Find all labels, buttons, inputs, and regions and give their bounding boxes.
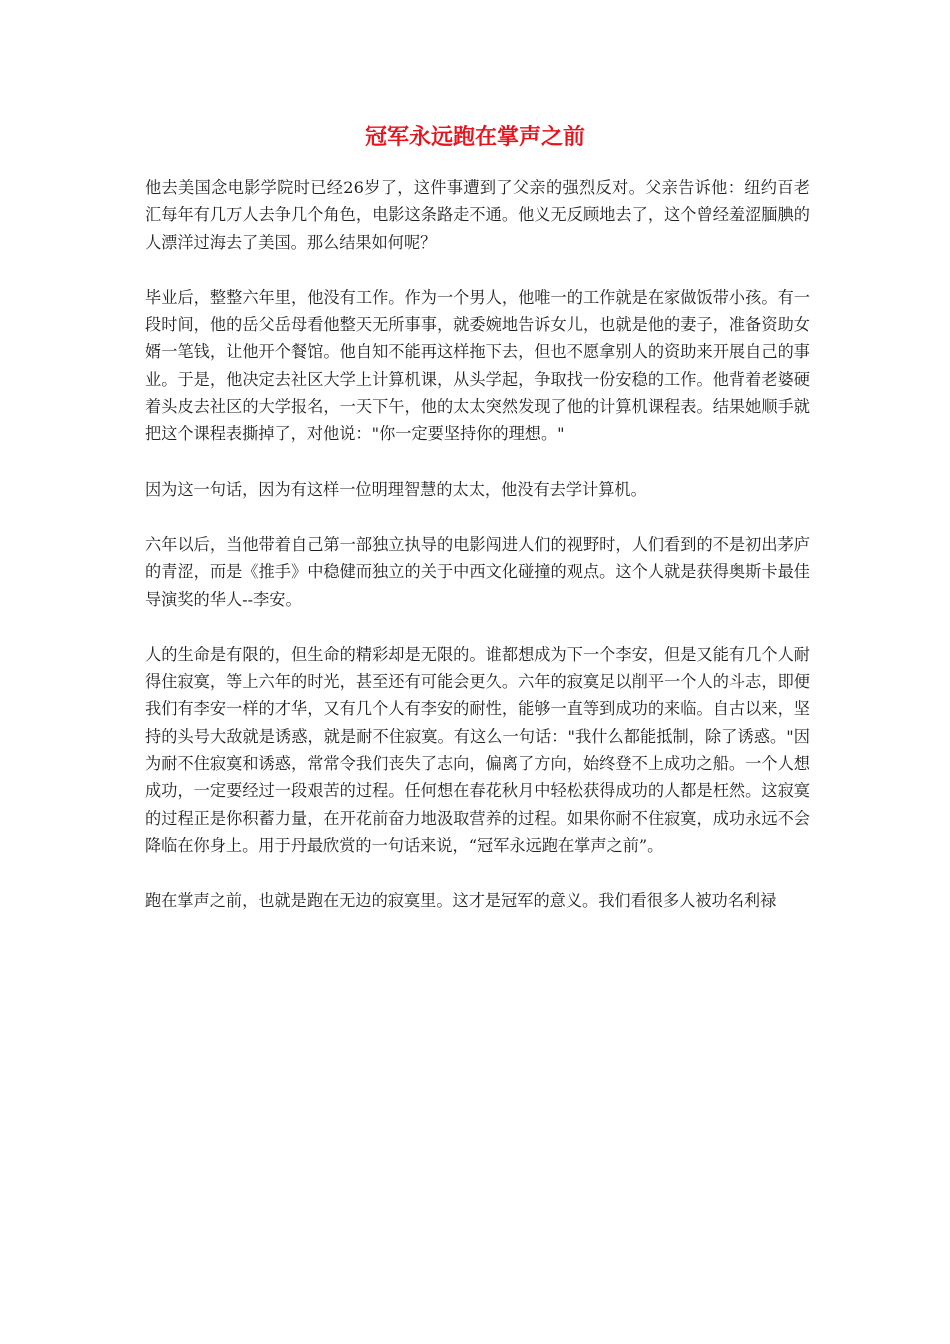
paragraph-2: 毕业后，整整六年里，他没有工作。作为一个男人，他唯一的工作就是在家做饭带小孩。有一段时间，他的岳父岳母看他整天无所事事，就委婉地告诉女儿，也就是他的妻子，准备资助女婿一笔钱，让他开个餐馆。他自知不能再这样拖下去，但也不愿拿别人的资助来开展自己的事业。于是，他决定去社区大学上计算机课，从头学起，争取找一份安稳的工作。他背着老婆硬着头皮去社区的大学报名，一天下午，他的太太突然发现了他的计算机课程表。结果她顺手就把这个课程表撕掉了，对他说："你一定要坚持你的理想。" [145, 287, 810, 444]
paragraph-5: 人的生命是有限的，但生命的精彩却是无限的。谁都想成为下一个李安，但是又能有几个人耐得住寂寞，等上六年的时光，甚至还有可能会更久。六年的寂寞足以削平一个人的斗志，即便我们有李安一样的才华，又有几个人有李安的耐性，能够一直等到成功的来临。自古以来，坚持的头号大敌就是诱惑，就是耐不住寂寞。有这么一句话："我什么都能抵制，除了诱惑。"因为耐不住寂寞和诱惑，常常令我们丧失了志向，偏离了方向，始终登不上成功之船。一个人想成功，一定要经过一段艰苦的过程。任何想在春花秋月中轻松获得成功的人都是枉然。这寂寞的过程正是你积蓄力量，在开花前奋力地汲取营养的过程。如果你耐不住寂寞，成功永远不会降临在你身上。用于丹最欣赏的一句话来说，“冠军永远跑在掌声之前”。 [145, 644, 810, 855]
document-title: 冠军永远跑在掌声之前 [364, 124, 585, 150]
paragraph-4: 六年以后，当他带着自己第一部独立执导的电影闯进人们的视野时，人们看到的不是初出茅庐的青涩，而是《推手》中稳健而独立的关于中西文化碰撞的观点。这个人就是获得奥斯卡最佳导演奖的华人--李安。 [145, 534, 810, 609]
paragraph-1: 他去美国念电影学院时已经26岁了，这件事遭到了父亲的强烈反对。父亲告诉他：纽约百老汇每年有几万人去争几个角色，电影这条路走不通。他义无反顾地去了，这个曾经羞涩腼腆的人漂洋过海去了美国。那么结果如何呢？ [145, 178, 810, 252]
paragraph-6: 跑在掌声之前，也就是跑在无边的寂寞里。这才是冠军的意义。我们看很多人被功名利禄 [145, 891, 777, 911]
paragraph-3: 因为这一句话，因为有这样一位明理智慧的太太，他没有去学计算机。 [145, 479, 647, 499]
document-body [145, 174, 810, 915]
